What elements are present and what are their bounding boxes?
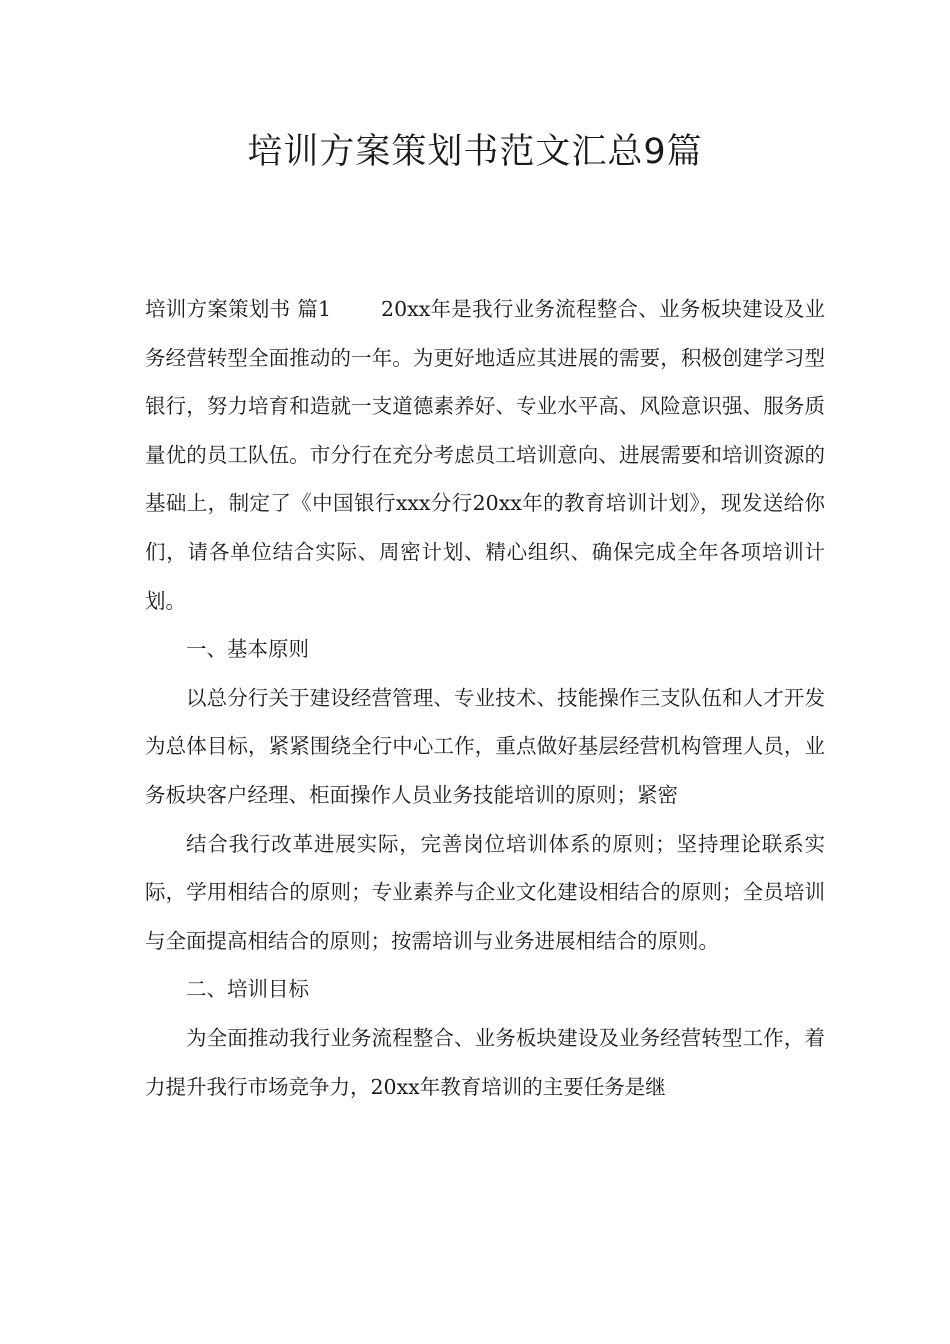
- intro-lead: 培训方案策划书 篇1: [145, 297, 332, 321]
- document-body: [145, 285, 825, 1111]
- section2-paragraph-1: 为全面推动我行业务流程整合、业务板块建设及业务经营转型工作，着力提升我行市场竞争力，20xx年教育培训的主要任务是继: [145, 1025, 825, 1099]
- document-title: 培训方案策划书范文汇总9篇: [247, 132, 703, 172]
- intro-paragraph: [145, 285, 825, 625]
- section2-heading: 二、培训目标: [186, 977, 309, 1002]
- section1-paragraph-2: 结合我行改革进展实际，完善岗位培训体系的原则；坚持理论联系实际，学用相结合的原则；专业素养与企业文化建设相结合的原则；全员培训与全面提高相结合的原则；按需培训与业务进展相结合的原则。: [145, 831, 825, 953]
- intro-text: 20xx年是我行业务流程整合、业务板块建设及业务经营转型全面推动的一年。为更好地适应其进展的需要，积极创建学习型银行，努力培育和造就一支道德素养好、专业水平高、风险意识强、服务质量优的员工队伍。市分行在充分考虑员工培训意向、进展需要和培训资源的基础上，制定了《中国银行xxx分行20xx年的教育培训计划》，现发送给你们，请各单位结合实际、周密计划、精心组织、确保完成全年各项培训计划。: [145, 297, 825, 613]
- section1-heading: 一、基本原则: [186, 637, 309, 662]
- section1-paragraph-1: 以总分行关于建设经营管理、专业技术、技能操作三支队伍和人才开发为总体目标，紧紧围绕全行中心工作，重点做好基层经营机构管理人员，业务板块客户经理、柜面操作人员业务技能培训的原则；紧密: [145, 685, 825, 807]
